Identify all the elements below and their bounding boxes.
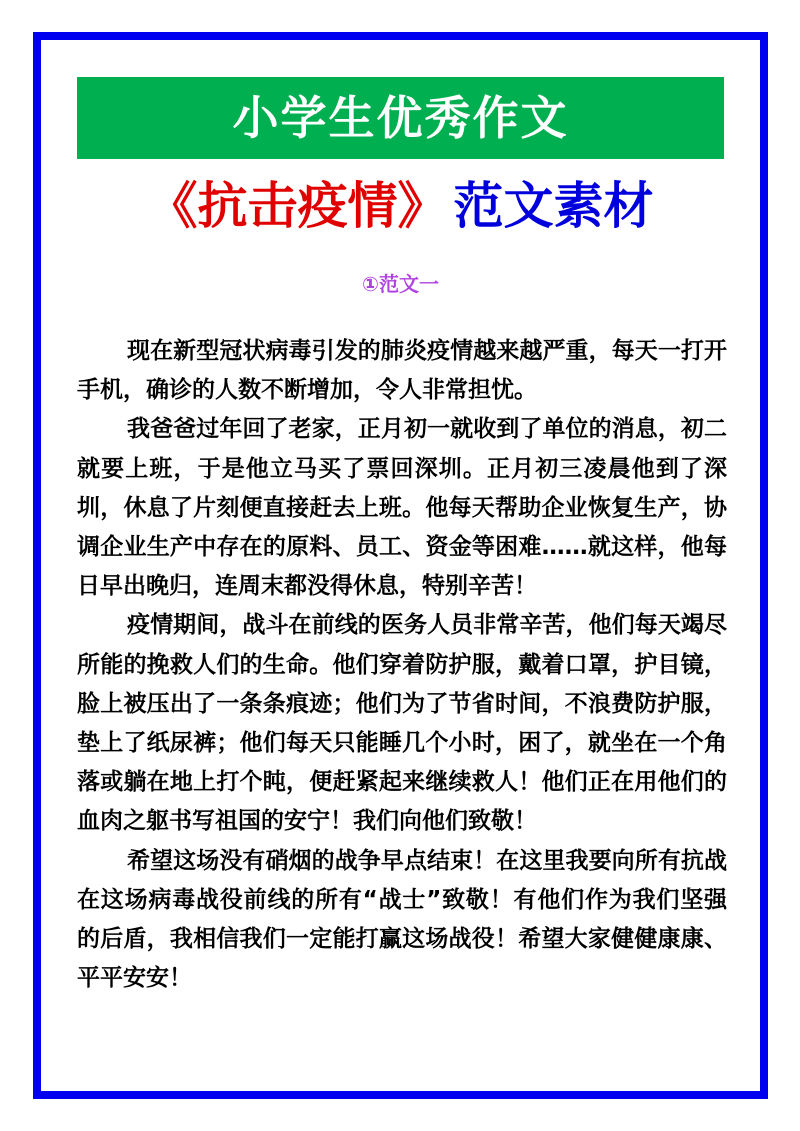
section-heading: ①范文一	[362, 272, 439, 296]
topic-name: 《抗击疫情》	[147, 177, 448, 235]
essay-paragraph: 我爸爸过年回了老家，正月初一就收到了单位的消息，初二就要上班，于是他立马买了票回深圳。正月初三凌晨他到了深圳，休息了片刻便直接赶去上班。他每天帮助企业恢复生产，协调企业生产中存在的原料、员工、资金等困难……就这样，他每日早出晚归，连周末都没得休息，特别辛苦！	[77, 416, 727, 600]
essay-body	[77, 332, 727, 998]
essay-paragraph: 现在新型冠状病毒引发的肺炎疫情越来越严重，每天一打开手机，确诊的人数不断增加，令人非常担忧。	[77, 338, 727, 404]
title-banner	[77, 77, 724, 159]
essay-paragraph: 希望这场没有硝烟的战争早点结束！在这里我要向所有抗战在这场病毒战役前线的所有“战士”致敬！有他们作为我们坚强的后盾，我相信我们一定能打赢这场战役！希望大家健健康康、平平安安！	[77, 847, 727, 992]
page-title: 小学生优秀作文	[232, 91, 569, 145]
essay-topic-title	[77, 176, 724, 236]
topic-label: 范文素材	[453, 177, 654, 235]
essay-paragraph: 疫情期间，战斗在前线的医务人员非常辛苦，他们每天竭尽所能的挽救人们的生命。他们穿着防护服，戴着口罩，护目镜，脸上被压出了一条条痕迹；他们为了节省时间，不浪费防护服，垫上了纸尿裤；他们每天只能睡几个小时，困了，就坐在一个角落或躺在地上打个盹，便赶紧起来继续救人！他们正在用他们的血肉之躯书写祖国的安宁！我们向他们致敬！	[77, 612, 727, 835]
